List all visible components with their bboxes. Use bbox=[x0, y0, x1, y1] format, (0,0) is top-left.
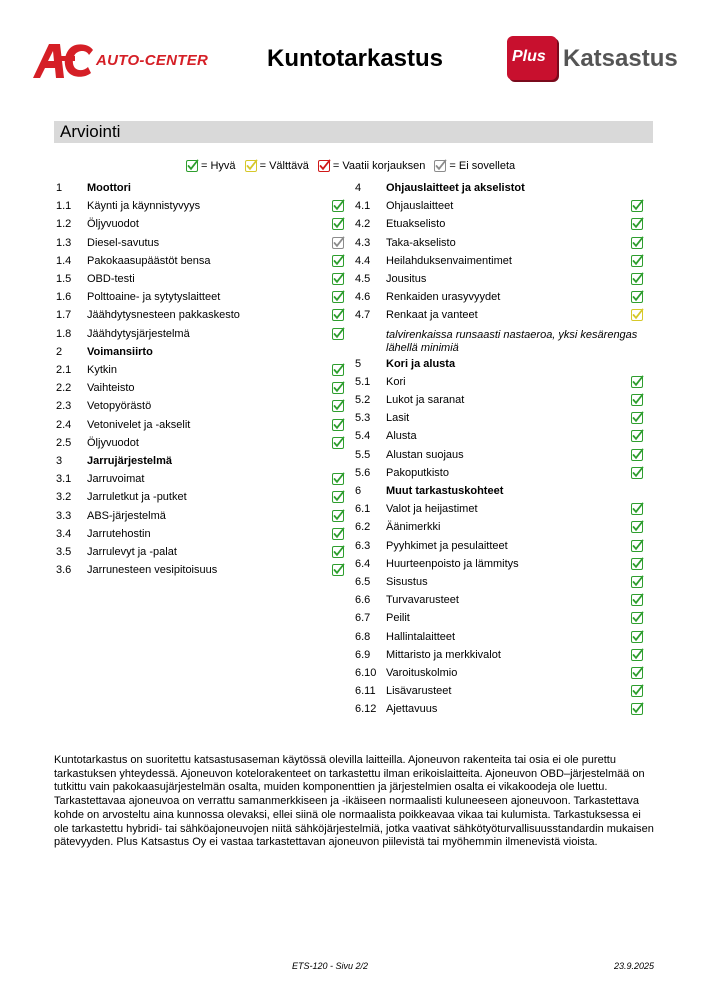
item-label: Jarruletkut ja -putket bbox=[87, 491, 187, 504]
item-label: Vetonivelet ja -akselit bbox=[87, 418, 191, 431]
item-label: Huurteenpoisto ja lämmitys bbox=[386, 557, 519, 570]
status-good-icon bbox=[631, 272, 644, 285]
checklist-item bbox=[355, 253, 645, 271]
legend-repair-label: = Vaatii korjauksen bbox=[332, 159, 426, 172]
item-label: Heilahduksenvaimentimet bbox=[386, 254, 512, 267]
status-good-icon bbox=[332, 418, 345, 431]
checklist-item bbox=[355, 629, 645, 647]
legend-na bbox=[434, 159, 515, 172]
item-number: 2.5 bbox=[56, 436, 72, 449]
status-good-icon bbox=[631, 684, 644, 697]
status-good-icon bbox=[332, 199, 345, 212]
checklist-item bbox=[355, 683, 645, 701]
item-number: 6 bbox=[355, 485, 362, 497]
checklist-item bbox=[56, 526, 346, 544]
item-label: Jarrulevyt ja -palat bbox=[87, 546, 177, 558]
checklist-item bbox=[56, 471, 346, 489]
item-number: 4.2 bbox=[355, 218, 371, 231]
item-number: 2.3 bbox=[56, 400, 72, 413]
item-label: Moottori bbox=[87, 182, 131, 194]
status-good-icon bbox=[332, 436, 345, 449]
status-good-icon bbox=[631, 539, 644, 552]
status-good-icon bbox=[332, 254, 345, 267]
item-number: 5.1 bbox=[355, 375, 371, 388]
item-number: 6.12 bbox=[355, 703, 377, 716]
item-number: 6.4 bbox=[355, 557, 371, 570]
plus-badge-text: Plus bbox=[512, 48, 546, 65]
item-number: 5.5 bbox=[355, 448, 371, 461]
item-label: Pyyhkimet ja pesulaitteet bbox=[386, 539, 508, 552]
item-label: Jarrujärjestelmä bbox=[87, 455, 172, 467]
status-good-icon bbox=[332, 399, 345, 412]
item-number: 3.4 bbox=[56, 527, 72, 540]
item-label: Voimansiirto bbox=[87, 345, 153, 358]
checklist-item bbox=[56, 508, 346, 526]
check-good-icon bbox=[186, 159, 199, 172]
item-label: Polttoaine- ja sytytyslaitteet bbox=[87, 291, 221, 304]
status-good-icon bbox=[631, 611, 644, 624]
checklist-item bbox=[56, 417, 346, 435]
item-label: Peilit bbox=[386, 612, 410, 625]
status-good-icon bbox=[332, 490, 345, 503]
category-heading bbox=[56, 180, 346, 198]
checklist-item bbox=[355, 647, 645, 665]
item-number: 6.9 bbox=[355, 648, 371, 661]
checklist-item bbox=[355, 519, 645, 537]
item-label: Vetopyörästö bbox=[87, 400, 152, 413]
checklist-item bbox=[56, 380, 346, 398]
item-label: Renkaat ja vanteet bbox=[386, 309, 478, 322]
item-label: Lisävarusteet bbox=[386, 685, 452, 698]
checklist-item bbox=[355, 447, 645, 465]
item-number: 6.6 bbox=[355, 594, 371, 607]
item-number: 4.7 bbox=[355, 309, 371, 322]
checklist-item bbox=[355, 271, 645, 289]
item-label: ABS-järjestelmä bbox=[87, 509, 166, 522]
status-good-icon bbox=[631, 236, 644, 249]
item-number: 2.2 bbox=[56, 382, 72, 395]
item-label: Mittaristo ja merkkivalot bbox=[386, 648, 501, 661]
item-number: 2 bbox=[56, 345, 63, 358]
checklist-item bbox=[355, 701, 645, 719]
item-number: 6.1 bbox=[355, 503, 371, 516]
checklist-item bbox=[56, 271, 346, 289]
checklist-item bbox=[355, 392, 645, 410]
checklist-item bbox=[56, 362, 346, 380]
item-number: 1.6 bbox=[56, 291, 72, 304]
item-label: Öljyvuodot bbox=[87, 218, 139, 231]
status-good-icon bbox=[631, 575, 644, 588]
status-good-icon bbox=[631, 448, 644, 461]
item-number: 1.5 bbox=[56, 273, 72, 285]
item-number: 4.4 bbox=[355, 254, 371, 267]
item-label: Vaihteisto bbox=[87, 382, 135, 395]
checklist-item bbox=[56, 326, 346, 344]
item-number: 4.5 bbox=[355, 273, 371, 285]
item-label: Etuakselisto bbox=[386, 218, 446, 231]
item-number: 4.3 bbox=[355, 236, 371, 249]
legend-repair bbox=[318, 159, 425, 172]
item-label: Äänimerkki bbox=[386, 521, 441, 534]
item-number: 2.4 bbox=[56, 418, 72, 431]
item-label: Hallintalaitteet bbox=[386, 630, 456, 643]
plus-badge bbox=[507, 36, 557, 80]
category-heading bbox=[355, 483, 645, 501]
category-heading bbox=[355, 356, 645, 374]
item-label: Diesel-savutus bbox=[87, 236, 160, 249]
checklist-item bbox=[56, 544, 346, 562]
item-label: Ajettavuus bbox=[386, 703, 438, 716]
item-number: 5.6 bbox=[355, 466, 371, 479]
checklist-item bbox=[56, 235, 346, 253]
checklist-item bbox=[56, 307, 346, 325]
item-label: Alustan suojaus bbox=[386, 448, 464, 461]
item-label: Jousitus bbox=[386, 273, 427, 285]
auto-center-wordmark: AUTO-CENTER bbox=[96, 52, 209, 69]
status-good-icon bbox=[332, 308, 345, 321]
item-number: 5 bbox=[355, 357, 362, 370]
item-label: Pakokaasupäästöt bensa bbox=[87, 254, 211, 267]
footer-page-code: ETS-120 - Sivu 2/2 bbox=[292, 961, 369, 971]
item-number: 1.7 bbox=[56, 309, 72, 322]
status-good-icon bbox=[332, 290, 345, 303]
auto-center-logo bbox=[33, 42, 213, 78]
status-ok-icon bbox=[631, 308, 644, 321]
page-title: Kuntotarkastus bbox=[266, 45, 444, 72]
item-number: 4 bbox=[355, 182, 362, 194]
status-good-icon bbox=[631, 557, 644, 570]
item-label: OBD-testi bbox=[87, 273, 135, 285]
item-label: Öljyvuodot bbox=[87, 436, 139, 449]
status-good-icon bbox=[631, 375, 644, 388]
item-label: Ohjauslaitteet bbox=[386, 200, 454, 213]
status-good-icon bbox=[631, 502, 644, 515]
status-good-icon bbox=[332, 217, 345, 230]
checklist-item bbox=[56, 253, 346, 271]
item-label: Jarrunesteen vesipitoisuus bbox=[87, 564, 218, 577]
status-good-icon bbox=[631, 411, 644, 424]
status-good-icon bbox=[631, 466, 644, 479]
status-good-icon bbox=[332, 363, 345, 376]
checklist-item bbox=[355, 307, 645, 325]
checklist-item bbox=[355, 428, 645, 446]
legend-na-label: = Ei sovelleta bbox=[449, 159, 516, 172]
item-number: 6.3 bbox=[355, 539, 371, 552]
status-na-icon bbox=[332, 236, 345, 249]
checklist-item bbox=[56, 562, 346, 580]
status-good-icon bbox=[631, 630, 644, 643]
item-number: 1.1 bbox=[56, 200, 72, 213]
legend-good bbox=[186, 159, 236, 172]
checklist-item bbox=[355, 465, 645, 483]
item-label: Lasit bbox=[386, 412, 410, 425]
status-good-icon bbox=[631, 520, 644, 533]
item-label: Valot ja heijastimet bbox=[386, 503, 478, 516]
checklist-item bbox=[355, 410, 645, 428]
checklist-item bbox=[56, 198, 346, 216]
item-number: 6.8 bbox=[355, 630, 371, 643]
item-number: 3 bbox=[56, 455, 63, 467]
legend-ok bbox=[245, 159, 309, 172]
category-heading bbox=[56, 344, 346, 362]
item-label: Jarrutehostin bbox=[87, 527, 151, 540]
status-good-icon bbox=[332, 563, 345, 576]
category-heading bbox=[355, 180, 645, 198]
item-label: Alusta bbox=[386, 430, 417, 443]
item-label: Varoituskolmio bbox=[386, 667, 458, 679]
checklist-item bbox=[56, 216, 346, 234]
item-number: 6.2 bbox=[355, 521, 371, 534]
checklist-item bbox=[355, 501, 645, 519]
item-number: 3.1 bbox=[56, 473, 72, 486]
checklist-item bbox=[355, 556, 645, 574]
item-number: 2.1 bbox=[56, 364, 72, 376]
item-number: 3.5 bbox=[56, 546, 72, 558]
item-number: 5.3 bbox=[355, 412, 371, 425]
status-good-icon bbox=[631, 393, 644, 406]
status-good-icon bbox=[631, 254, 644, 267]
checklist-item bbox=[355, 198, 645, 216]
item-label: Jäähdytysjärjestelmä bbox=[87, 327, 190, 340]
item-number: 3.3 bbox=[56, 509, 72, 522]
item-number: 6.10 bbox=[355, 667, 377, 679]
check-ok-icon bbox=[245, 159, 258, 172]
status-good-icon bbox=[332, 272, 345, 285]
katsastus-wordmark: Katsastus bbox=[563, 45, 678, 72]
item-label: Pakoputkisto bbox=[386, 466, 449, 479]
item-number: 6.7 bbox=[355, 612, 371, 625]
status-good-icon bbox=[631, 199, 644, 212]
checklist-item bbox=[355, 610, 645, 628]
checklist-item bbox=[56, 489, 346, 507]
inspection-note: talvirenkaissa runsaasti nastaeroa, yksi kesärengas lähellä minimiä bbox=[386, 328, 638, 354]
checklist-item bbox=[355, 374, 645, 392]
item-label: Renkaiden urasyvyydet bbox=[386, 291, 501, 304]
check-repair-icon bbox=[318, 159, 331, 172]
check-na-icon bbox=[434, 159, 447, 172]
status-good-icon bbox=[631, 648, 644, 661]
checklist-item bbox=[355, 665, 645, 683]
disclaimer-text: Kuntotarkastus on suoritettu katsastusaseman käytössä olevilla laitteilla. Ajoneuvon rakenteita tai osia ei ole purettu tarkastuksen yhteydessä. Ajoneuvon kotelorakenteet on tarkastettu ilman erikoislaitteita. Ajoneuvon OBD–järjestelmää on tutkittu vain pakokaasujärjestelmän osalta, muiden komponenttien ja järjestelmien osalta ei vikakoodeja ole luettu. Tarkastettavaa ajoneuvoa on verrattu samanmerkkiseen ja -ikäiseen normaalisti kuluneeseen ajoneuvoon. Tarkastettava kohde on arvosteltu aina kunnossa olevaksi, ellei siinä ole normaalista poikkeavaa vikaa tai kulumista. Tarkastuksessa ei ole tarkastettu hybridi- tai sähköajoneuvojen niitä sähköjärjestelmiä, jotka vaativat sähkötyöturvallisuusstandardin mukaisen pätevyyden. Plus Katsastus Oy ei vastaa tarkastettavan ajoneuvon piilevistä tai myöhemmin ilmenevistä vioista. bbox=[54, 754, 654, 849]
checklist-item bbox=[355, 235, 645, 253]
item-number: 3.6 bbox=[56, 564, 72, 577]
status-good-icon bbox=[332, 527, 345, 540]
section-title: Arviointi bbox=[60, 122, 121, 141]
item-number: 1.3 bbox=[56, 236, 72, 249]
status-good-icon bbox=[332, 472, 345, 485]
item-number: 5.4 bbox=[355, 430, 371, 443]
legend-ok-label: = Välttävä bbox=[259, 159, 309, 172]
item-label: Lukot ja saranat bbox=[386, 394, 465, 406]
item-number: 5.2 bbox=[355, 394, 371, 406]
item-number: 1.4 bbox=[56, 254, 72, 267]
item-label: Käynti ja käynnistyvyys bbox=[87, 200, 201, 213]
item-number: 1.2 bbox=[56, 218, 72, 231]
item-label: Kori ja alusta bbox=[386, 357, 456, 370]
item-label: Turvavarusteet bbox=[386, 594, 459, 607]
legend-good-label: = Hyvä bbox=[201, 159, 236, 172]
item-number: 1 bbox=[56, 182, 63, 194]
checklist-item bbox=[56, 398, 346, 416]
legend bbox=[186, 159, 521, 175]
item-number: 6.11 bbox=[355, 685, 376, 698]
item-number: 3.2 bbox=[56, 491, 72, 504]
checklist-item bbox=[56, 289, 346, 307]
item-label: Muut tarkastuskohteet bbox=[386, 485, 504, 497]
item-label: Kori bbox=[386, 375, 406, 388]
checklist-item bbox=[355, 216, 645, 234]
status-good-icon bbox=[332, 545, 345, 558]
checklist-item bbox=[355, 574, 645, 592]
item-label: Jarruvoimat bbox=[87, 473, 145, 486]
status-good-icon bbox=[631, 429, 644, 442]
plus-katsastus-logo bbox=[507, 36, 677, 82]
checklist-item bbox=[56, 435, 346, 453]
item-label: Jäähdytysnesteen pakkaskesto bbox=[87, 309, 240, 322]
checklist-item bbox=[355, 538, 645, 556]
status-good-icon bbox=[631, 290, 644, 303]
item-label: Kytkin bbox=[87, 364, 117, 376]
item-number: 4.1 bbox=[355, 200, 371, 213]
status-good-icon bbox=[332, 509, 345, 522]
status-good-icon bbox=[631, 702, 644, 715]
section-header bbox=[54, 121, 653, 143]
footer-date: 23.9.2025 bbox=[614, 961, 655, 971]
checklist-item bbox=[355, 289, 645, 307]
status-good-icon bbox=[631, 666, 644, 679]
item-number: 4.6 bbox=[355, 291, 371, 304]
item-label: Sisustus bbox=[386, 576, 428, 588]
auto-center-mark-icon bbox=[33, 42, 95, 78]
category-heading bbox=[56, 453, 346, 471]
checklist-item bbox=[355, 592, 645, 610]
item-label: Taka-akselisto bbox=[386, 236, 456, 249]
item-number: 6.5 bbox=[355, 576, 371, 588]
page-header bbox=[0, 0, 707, 110]
item-label: Ohjauslaitteet ja akselistot bbox=[386, 182, 525, 194]
status-good-icon bbox=[332, 327, 345, 340]
status-good-icon bbox=[631, 593, 644, 606]
status-good-icon bbox=[332, 381, 345, 394]
status-good-icon bbox=[631, 217, 644, 230]
item-number: 1.8 bbox=[56, 327, 72, 340]
